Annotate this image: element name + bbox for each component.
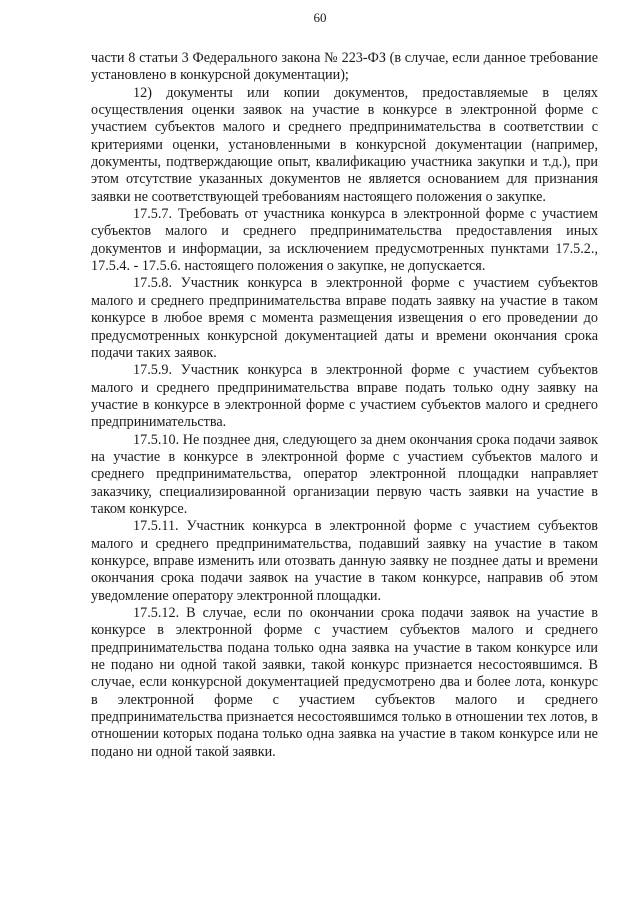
paragraph-17-5-8: 17.5.8. Участник конкурса в электронной форме с участием субъектов малого и среднего предпринимательства вправе подать заявку на участие в таком конкурсе в любое время с момента размещения извещения о его проведении до предусмотренных конкурсной документацией даты и времени окончания срока подачи таких заявок.: [91, 275, 598, 361]
paragraph-17-5-9: 17.5.9. Участник конкурса в электронной форме с участием субъектов малого и среднего предпринимательства вправе подать только одну заявку на участие в конкурсе в электронной форме с участием субъектов малого и среднего предпринимательства.: [91, 362, 598, 431]
page-number: 60: [313, 10, 327, 25]
paragraph-17-5-10: 17.5.10. Не позднее дня, следующего за днем окончания срока подачи заявок на участие в конкурсе в электронной форме с участием субъектов малого и среднего предпринимательства, оператор электронной площадки направляет заказчику, специализированной организации первую часть заявки на участие в таком конкурсе.: [91, 431, 598, 517]
paragraph-continuation: части 8 статьи 3 Федерального закона № 223-ФЗ (в случае, если данное требование установлено в конкурсной документации);: [91, 50, 598, 84]
paragraph-17-5-11: 17.5.11. Участник конкурса в электронной форме с участием субъектов малого и среднего предпринимательства, подавший заявку на участие в таком конкурсе, вправе изменить или отозвать данную заявку не позднее даты и времени окончания срока подачи заявок на участие в таком конкурсе, направив об этом уведомление оператору электронной площадки.: [91, 518, 598, 604]
paragraph-17-5-7: 17.5.7. Требовать от участника конкурса в электронной форме с участием субъектов малого и среднего предпринимательства предоставления иных документов и информации, за исключением предусмотренных пунктами 17.5.2., 17.5.4. - 17.5.6. настоящего положения о закупке, не допускается.: [91, 206, 598, 275]
paragraph-17-5-12: 17.5.12. В случае, если по окончании срока подачи заявок на участие в конкурсе в электронной форме с участием субъектов малого и среднего предпринимательства подана только одна заявка на участие в таком конкурсе или не подано ни одной такой заявки, такой конкурс признается несостоявшимся. В случае, если конкурсной документацией предусмотрено два и более лота, конкурс в электронной форме с участием субъектов малого и среднего предпринимательства признается несостоявшимся только в отношении тех лотов, в отношении которых подана только одна заявка на участие в таком конкурсе или не подано ни одной такой заявки.: [91, 605, 598, 760]
document-body: [91, 50, 598, 761]
paragraph-item-12: 12) документы или копии документов, предоставляемые в целях осуществления оценки заявок на участие в конкурсе в электронной форме с участием субъектов малого и среднего предпринимательства в соответствии с критериями оценки, установленными в конкурсной документации (например, документы, подтверждающие опыт, квалификацию участника закупки и т.д.), при этом отсутствие указанных документов не является основанием для признания заявки не соответствующей требованиям настоящего положения о закупке.: [91, 84, 598, 205]
